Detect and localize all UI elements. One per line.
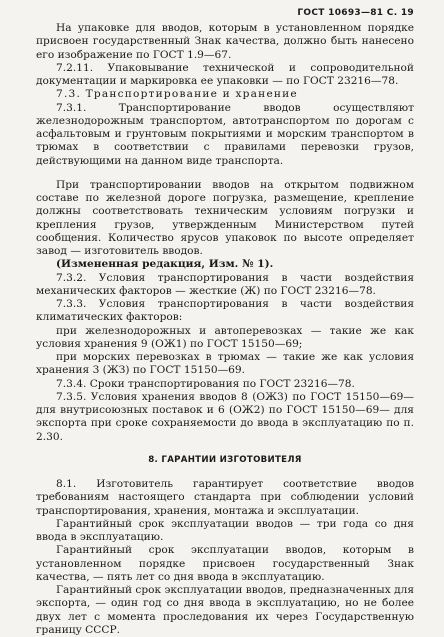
paragraph: Гарантийный срок эксплуатации вводов — три года со дня ввода в эксплуатацию. — [36, 517, 414, 543]
subsection-heading: 7.3. Транспортирование и хранение — [56, 88, 298, 101]
paragraph: 7.3.3. Условия транспортирования в части воздействия климатических факторов: — [36, 298, 414, 324]
paragraph: при морских перевозках в трюмах — такие же как условия хранения 3 (ЖЗ) по ГОСТ 15150—69. — [36, 351, 414, 377]
section-title: 8. ГАРАНТИИ ИЗГОТОВИТЕЛЯ — [148, 454, 302, 465]
paragraph: 7.3.1. Транспортирование вводов осуществляют железнодорожным транспортом, автотранспортом по дорогам с асфальтовым и грунтовым покрытиями и морским транспортом в трюмах в соответствии с правилами перевозки грузов, действующими на данном виде транспорта. — [36, 101, 414, 167]
running-head: ГОСТ 10693—81 С. 19 — [297, 8, 414, 18]
paragraph: При транспортировании вводов на открытом подвижном составе по железной дороге погрузка, размещение, крепление должны соответствовать техническим условиям погрузки и крепления грузов, утвержденным Министерством путей сообщения. Количество ярусов упаковок по высоте определяет завод — изготовитель вводов. — [36, 178, 414, 257]
paragraph-gap — [36, 168, 414, 179]
amendment-note: (Измененная редакция, Изм. № 1). — [56, 258, 274, 271]
paragraph: при железнодорожных и автоперевозках — такие же как условия хранения 9 (ОЖ1) по ГОСТ 15150—69; — [36, 324, 414, 350]
paragraph: 7.3.5. Условия хранения вводов 8 (ОЖ3) по ГОСТ 15150—69— для внутрисоюзных поставок и 6 (ОЖ2) по ГОСТ 15150—69— для экспорта при сроке сохраняемости до ввода в эксплуатацию по п. 2.30. — [36, 390, 414, 443]
paragraph: На упаковке для вводов, которым в установленном порядке присвоен государственный Знак качества, должно быть нанесено его изображение по ГОСТ 1.9—67. — [36, 22, 414, 61]
paragraph: Гарантийный срок эксплуатации вводов, предназначенных для экспорта, — один год со дня ввода в эксплуатацию, но не более двух лет с момента проследования их через Государственную границу СССР. — [36, 584, 414, 636]
paragraph: 7.3.2. Условия транспортирования в части воздействия механических факторов — жесткие (Ж) по ГОСТ 23216—78. — [36, 271, 414, 297]
paragraph: Гарантийный срок эксплуатации вводов, которым в установленном порядке присвоен государственный Знак качества, — пять лет со дня ввода в эксплуатацию. — [36, 544, 414, 583]
document-body — [36, 22, 414, 637]
paragraph: 7.3.4. Сроки транспортирования по ГОСТ 23216—78. — [56, 377, 355, 390]
paragraph: 8.1. Изготовитель гарантирует соответствие вводов требованиям настоящего стандарта при соблюдении условий транспортирования, хранения, монтажа и эксплуатации. — [36, 478, 414, 517]
paragraph: 7.2.11. Упаковывание технической и сопроводительной документации и маркировка ее упаковки — по ГОСТ 23216—78. — [36, 61, 414, 87]
